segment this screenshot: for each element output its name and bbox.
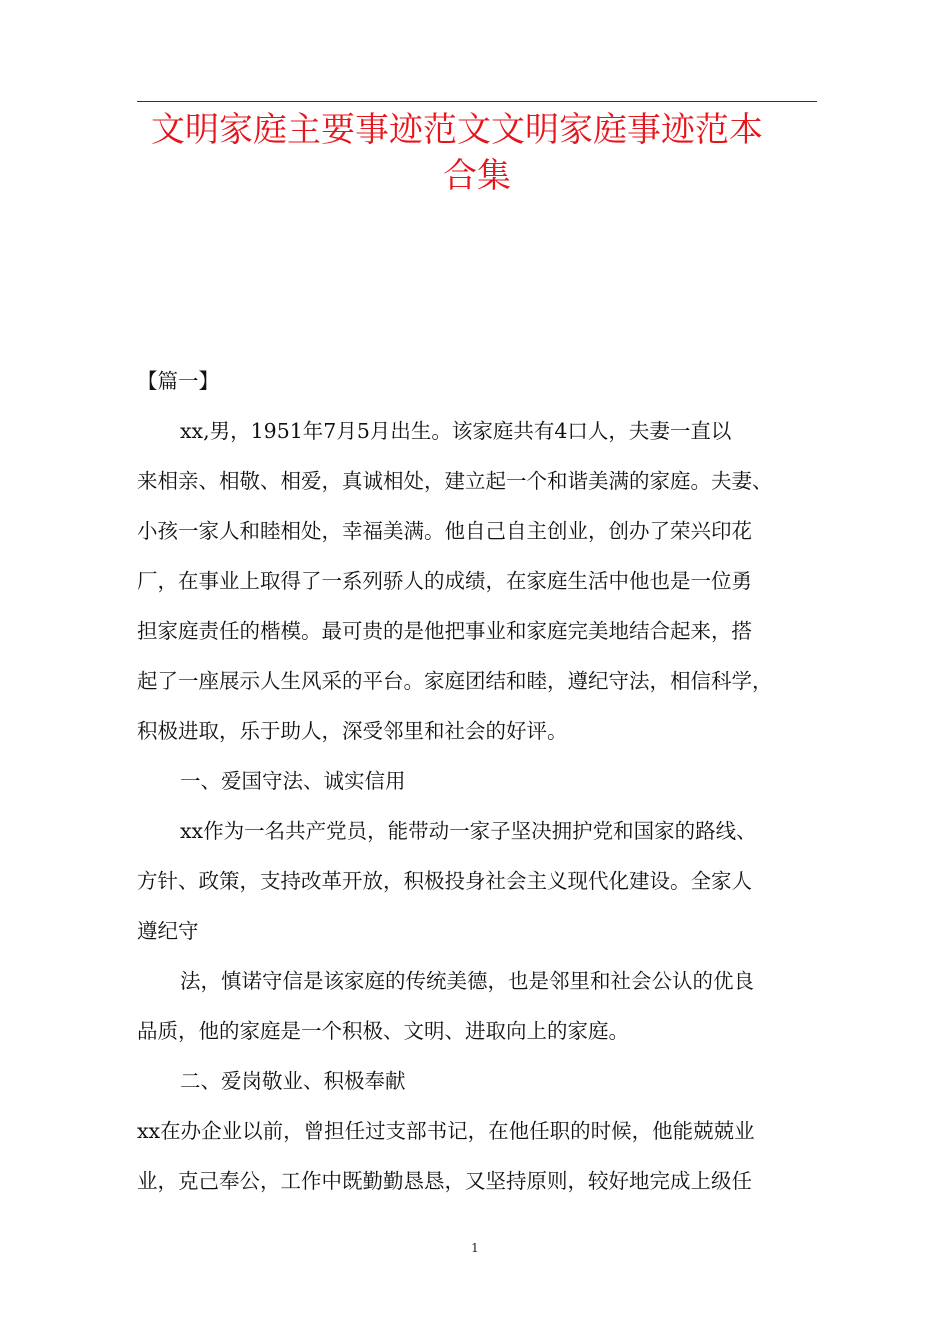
text-line: 起了一座展示人生风采的平台。家庭团结和睦，遵纪守法，相信科学，	[137, 669, 773, 693]
paragraph-section-1b	[137, 956, 817, 1056]
text-line: 品质，他的家庭是一个积极、文明、进取向上的家庭。	[137, 1019, 629, 1043]
page-number: 1	[471, 1241, 479, 1255]
text-line: 法，慎诺守信是该家庭的传统美德，也是邻里和社会公认的优良	[180, 969, 754, 993]
section-heading: 二、爱岗敬业、积极奉献	[180, 1069, 406, 1093]
title-line-2: 合集	[443, 156, 511, 196]
paragraph-intro	[137, 406, 817, 756]
text-line: xx作为一名共产党员，能带动一家子坚决拥护党和国家的路线、	[180, 819, 757, 843]
text-line: 积极进取，乐于助人，深受邻里和社会的好评。	[137, 719, 568, 743]
heading-section-2	[137, 1056, 817, 1106]
header-rule	[137, 101, 817, 102]
document-title	[137, 107, 817, 199]
text-line: 小孩一家人和睦相处，幸福美满。他自己自主创业，创办了荣兴印花	[137, 519, 752, 543]
document-body	[137, 356, 817, 1206]
title-line-1: 文明家庭主要事迹范文文明家庭事迹范本	[151, 110, 763, 150]
section-heading: 一、爱国守法、诚实信用	[180, 769, 406, 793]
text-line: 遵纪守	[137, 919, 199, 943]
text-line: 厂，在事业上取得了一系列骄人的成绩，在家庭生活中他也是一位勇	[137, 569, 752, 593]
section-label: 【篇一】	[137, 369, 219, 393]
paragraph-section-1a	[137, 806, 817, 956]
text-line: 业，克己奉公，工作中既勤勤恳恳，又坚持原则，较好地完成上级任	[137, 1169, 752, 1193]
text-line: xx,男，1951年7月5月出生。该家庭共有4口人，夫妻一直以	[180, 419, 732, 443]
text-line: 来相亲、相敬、相爱，真诚相处，建立起一个和谐美满的家庭。夫妻、	[137, 469, 773, 493]
text-line: xx在办企业以前，曾担任过支部书记，在他任职的时候，他能兢兢业	[137, 1119, 755, 1143]
heading-section-1	[137, 756, 817, 806]
paragraph-section-2	[137, 1106, 817, 1206]
text-line: 担家庭责任的楷模。最可贵的是他把事业和家庭完美地结合起来，搭	[137, 619, 752, 643]
text-line: 方针、政策，支持改革开放，积极投身社会主义现代化建设。全家人	[137, 869, 752, 893]
